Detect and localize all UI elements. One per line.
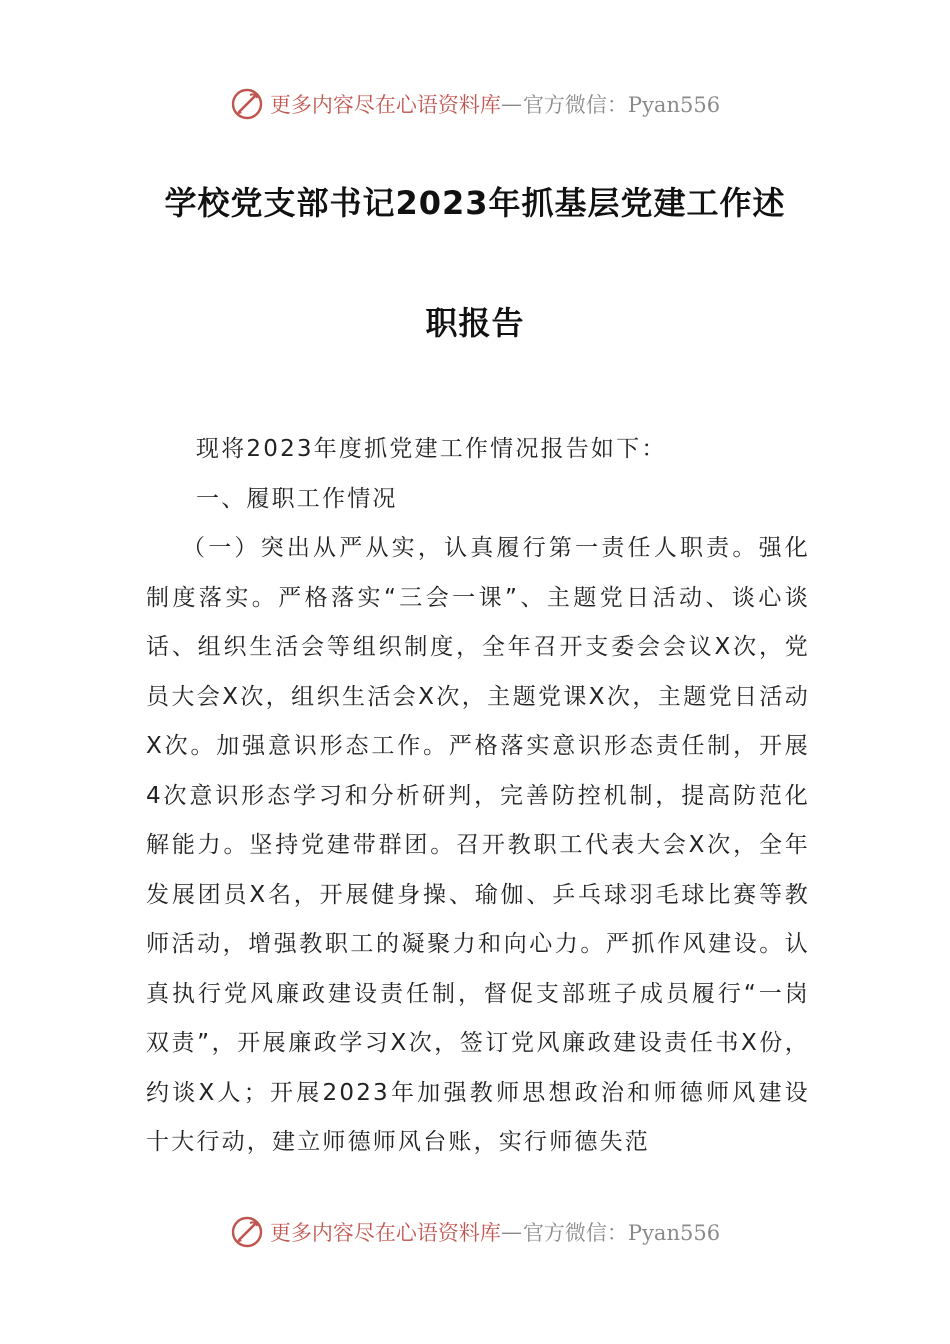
document-body [146,425,810,1168]
watermark-text: 更多内容尽在心语资料库 [269,1221,501,1245]
document-title-line1: 学校党支部书记2023年抓基层党建工作述 [164,184,786,222]
sub-section-paragraph: （一）突出从严从实，认真履行第一责任人职责。强化制度落实。严格落实“三会一课”、主题党日活动、谈心谈话、组织生活会等组织制度，全年召开支委会会议X次，党员大会X次，组织生活会X次，主题党课X次，主题党日活动X次。加强意识形态工作。严格落实意识形态责任制，开展4次意识形态学习和分析研判，完善防控机制，提高防范化解能力。坚持党建带群团。召开教职工代表大会X次，全年发展团员X名，开展健身操、瑜伽、乒乓球羽毛球比赛等教师活动，增强教职工的凝聚力和向心力。严抓作风建设。认真执行党风廉政建设责任制，督促支部班子成员履行“一岗双责”，开展廉政学习X次，签订党风廉政建设责任书X份，约谈X人；开展2023年加强教师思想政治和师德师风建设十大行动，建立师德师风台账，实行师德失范 [146,535,810,1155]
watermark-banner-bottom [0,1212,950,1252]
watermark-separator: — [500,1220,523,1244]
section-heading: 一、履职工作情况 [196,485,398,512]
watermark-banner-top [0,84,950,124]
document-title-line2: 职报告 [425,304,525,342]
watermark-separator: — [500,92,523,116]
watermark-contact: 官方微信：Pyan556 [522,1221,721,1245]
watermark-text: 更多内容尽在心语资料库 [269,93,501,117]
pen-logo-icon [230,1215,264,1249]
intro-paragraph: 现将2023年度抓党建工作情况报告如下： [196,436,667,462]
watermark-contact: 官方微信：Pyan556 [522,93,721,117]
pen-logo-icon [230,87,264,121]
